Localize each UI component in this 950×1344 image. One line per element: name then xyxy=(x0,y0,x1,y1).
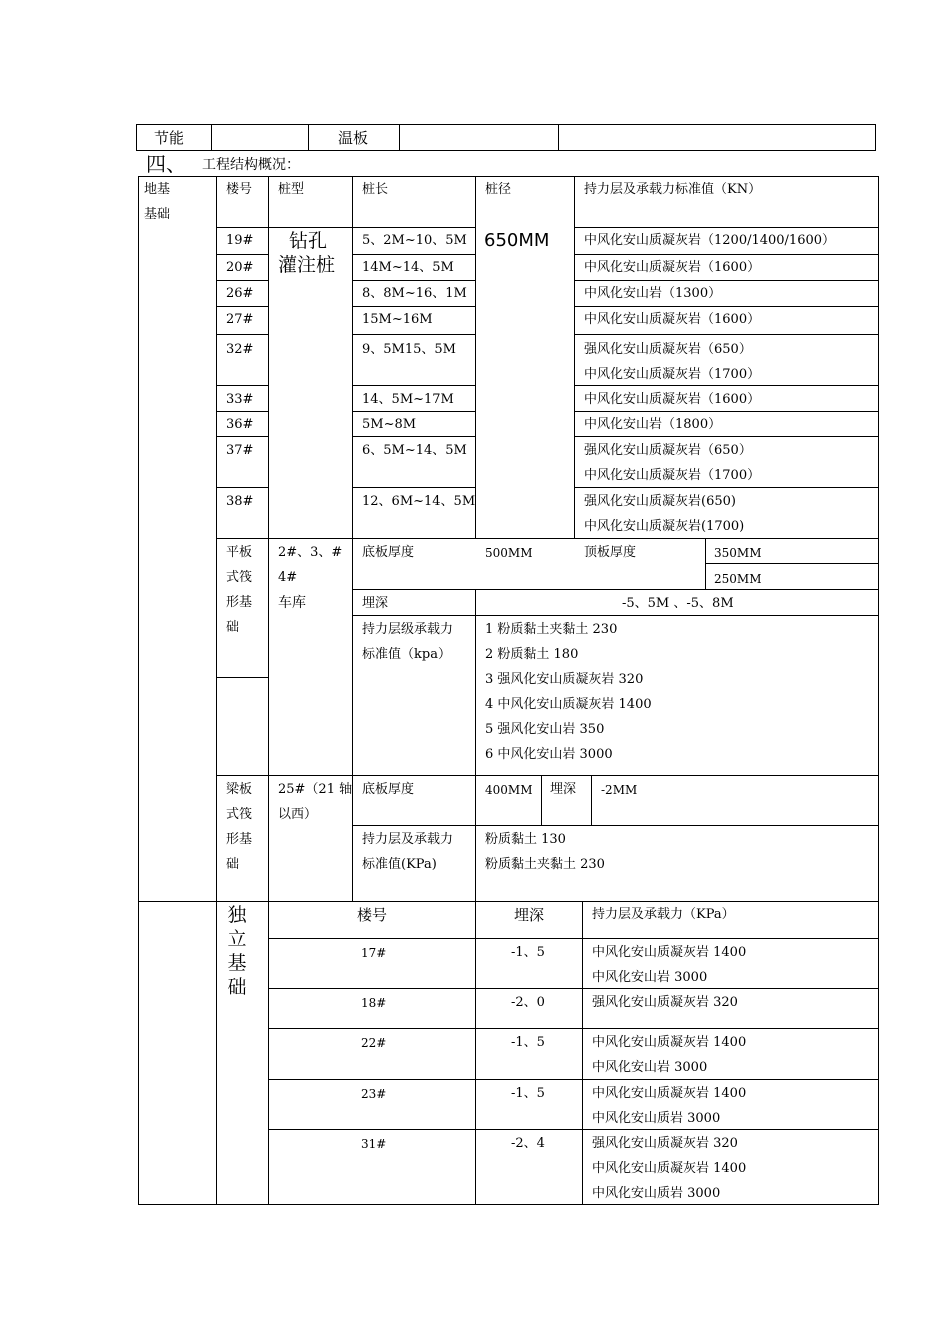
header-pile-diameter: 桩径 xyxy=(485,182,512,197)
flat-raft-bearing-label: 持力层级承载力 xyxy=(362,622,454,637)
top-row-cell-energy: 节能 xyxy=(154,129,185,147)
pile-type-line1: 钻孔 xyxy=(289,230,328,252)
flat-raft-bearing-value: 5 强风化安山岩 350 xyxy=(485,722,605,737)
beam-raft-bearing-value: 粉质黏土夹黏土 230 xyxy=(485,857,605,872)
independent-row-depth: -1、5 xyxy=(511,1035,545,1050)
independent-header-depth: 埋深 xyxy=(514,906,545,924)
beam-raft-depth-label: 埋深 xyxy=(550,782,577,797)
pile-row-building: 26# xyxy=(226,286,254,301)
flat-raft-bearing-label: 标准值（kpa） xyxy=(362,647,451,662)
pile-row-bearing: 中风化安山质凝灰岩（1600） xyxy=(584,312,761,327)
independent-row-bearing: 中风化安山质凝灰岩 1400 xyxy=(592,1086,747,1101)
pile-diameter-value: 650MM xyxy=(484,230,550,251)
flat-raft-label: 形基 xyxy=(226,595,253,610)
pile-row-length: 9、5M15、5M xyxy=(362,342,456,357)
flat-raft-top-value: 350MM xyxy=(714,546,762,560)
independent-header-building: 楼号 xyxy=(357,906,388,924)
independent-row-depth: -1、5 xyxy=(511,1086,545,1101)
pile-row-building: 36# xyxy=(226,417,254,432)
pile-row-length: 5M~8M xyxy=(362,417,417,432)
beam-raft-bottom-value: 400MM xyxy=(485,783,533,797)
pile-type-line2: 灌注桩 xyxy=(278,254,336,276)
pile-row-bearing: 强风化安山质凝灰岩（650） xyxy=(584,443,752,458)
independent-label: 础 xyxy=(227,976,247,998)
group-label-line2: 基础 xyxy=(144,207,171,222)
flat-raft-buildings: 4# xyxy=(278,570,298,585)
pile-row-bearing: 中风化安山质凝灰岩（1600） xyxy=(584,260,761,275)
independent-header-bearing: 持力层及承载力（KPa） xyxy=(592,907,735,922)
flat-raft-top-label: 顶板厚度 xyxy=(584,545,637,560)
group-label-line1: 地基 xyxy=(144,182,171,197)
flat-raft-bearing-value: 6 中风化安山岩 3000 xyxy=(485,747,613,762)
independent-row-bearing: 中风化安山质凝灰岩 1400 xyxy=(592,945,747,960)
pile-row-length: 14M~14、5M xyxy=(362,260,454,275)
independent-row-depth: -2、0 xyxy=(511,995,545,1010)
independent-label: 独 xyxy=(227,904,247,926)
flat-raft-bottom-label: 底板厚度 xyxy=(362,545,415,560)
flat-raft-depth-label: 埋深 xyxy=(362,596,389,611)
pile-row-bearing: 中风化安山质凝灰岩(1700) xyxy=(584,519,745,534)
independent-row-building: 31# xyxy=(361,1137,387,1151)
header-pile-type: 桩型 xyxy=(278,182,305,197)
independent-label: 立 xyxy=(227,928,247,950)
pile-row-building: 19# xyxy=(226,233,254,248)
beam-raft-bearing-label: 持力层及承载力 xyxy=(362,832,454,847)
independent-row-bearing: 强风化安山质凝灰岩 320 xyxy=(592,995,738,1010)
pile-row-bearing: 强风化安山质凝灰岩（650） xyxy=(584,342,752,357)
independent-row-bearing: 中风化安山质岩 3000 xyxy=(592,1111,721,1126)
beam-raft-buildings: 以西） xyxy=(278,807,318,822)
beam-raft-label: 形基 xyxy=(226,832,253,847)
independent-row-bearing: 中风化安山质凝灰岩 1400 xyxy=(592,1161,747,1176)
section-title: 工程结构概况： xyxy=(202,157,300,173)
independent-row-bearing: 中风化安山岩 3000 xyxy=(592,970,708,985)
beam-raft-buildings: 25#（21 轴 xyxy=(278,782,353,797)
beam-raft-label: 式筏 xyxy=(226,807,253,822)
flat-raft-bearing-value: 4 中风化安山质凝灰岩 1400 xyxy=(485,697,652,712)
independent-row-bearing: 强风化安山质凝灰岩 320 xyxy=(592,1136,738,1151)
pile-row-bearing: 中风化安山质凝灰岩（1700） xyxy=(584,367,761,382)
pile-row-building: 33# xyxy=(226,392,254,407)
flat-raft-bottom-value: 500MM xyxy=(485,546,533,560)
pile-row-length: 6、5M~14、5M xyxy=(362,443,467,458)
top-row-cell-board: 温板 xyxy=(338,129,369,147)
beam-raft-label: 梁板 xyxy=(226,782,253,797)
pile-row-bearing: 中风化安山岩（1300） xyxy=(584,286,722,301)
pile-row-building: 27# xyxy=(226,312,254,327)
pile-row-building: 32# xyxy=(226,342,254,357)
flat-raft-buildings: 2#、3、# xyxy=(278,545,343,560)
flat-raft-label: 式筏 xyxy=(226,570,253,585)
flat-raft-label: 础 xyxy=(226,620,240,635)
independent-label: 基 xyxy=(227,952,247,974)
pile-row-length: 14、5M~17M xyxy=(362,392,454,407)
pile-row-length: 15M~16M xyxy=(362,312,433,327)
independent-row-building: 17# xyxy=(361,946,387,960)
flat-raft-top-value: 250MM xyxy=(714,572,762,586)
flat-raft-bearing-value: 2 粉质黏土 180 xyxy=(485,647,579,662)
independent-row-bearing: 中风化安山岩 3000 xyxy=(592,1060,708,1075)
pile-row-building: 38# xyxy=(226,494,254,509)
pile-row-building: 20# xyxy=(226,260,254,275)
beam-raft-bearing-value: 粉质黏土 130 xyxy=(485,832,566,847)
pile-row-length: 5、2M~10、5M xyxy=(362,233,467,248)
independent-row-bearing: 中风化安山质岩 3000 xyxy=(592,1186,721,1201)
flat-raft-buildings: 车库 xyxy=(278,595,306,611)
independent-row-building: 18# xyxy=(361,996,387,1010)
header-bearing: 持力层及承载力标准值（KN） xyxy=(584,182,762,197)
beam-raft-label: 础 xyxy=(226,857,240,872)
pile-row-bearing: 强风化安山质凝灰岩(650) xyxy=(584,494,736,509)
independent-row-building: 22# xyxy=(361,1036,387,1050)
pile-row-bearing: 中风化安山岩（1800） xyxy=(584,417,722,432)
flat-raft-label: 平板 xyxy=(226,545,253,560)
independent-row-depth: -1、5 xyxy=(511,945,545,960)
pile-row-bearing: 中风化安山质凝灰岩（1600） xyxy=(584,392,761,407)
flat-raft-bearing-value: 3 强风化安山质凝灰岩 320 xyxy=(485,672,644,687)
pile-row-bearing: 中风化安山质凝灰岩（1200/1400/1600） xyxy=(584,233,836,248)
pile-row-building: 37# xyxy=(226,443,254,458)
section-number: 四、 xyxy=(146,152,186,176)
independent-row-building: 23# xyxy=(361,1087,387,1101)
flat-raft-bearing-value: 1 粉质黏土夹黏土 230 xyxy=(485,622,618,637)
flat-raft-depth-value: -5、5M 、-5、8M xyxy=(622,596,734,611)
pile-row-length: 8、8M~16、1M xyxy=(362,286,467,301)
header-pile-length: 桩长 xyxy=(362,182,389,197)
pile-row-bearing: 中风化安山质凝灰岩（1700） xyxy=(584,468,761,483)
header-building: 楼号 xyxy=(226,182,253,197)
independent-row-depth: -2、4 xyxy=(511,1136,545,1151)
beam-raft-bottom-label: 底板厚度 xyxy=(362,782,415,797)
pile-row-length: 12、6M~14、5M xyxy=(362,494,476,509)
beam-raft-bearing-label: 标准值(KPa) xyxy=(362,857,437,872)
beam-raft-depth-value: -2MM xyxy=(601,783,638,797)
independent-row-bearing: 中风化安山质凝灰岩 1400 xyxy=(592,1035,747,1050)
